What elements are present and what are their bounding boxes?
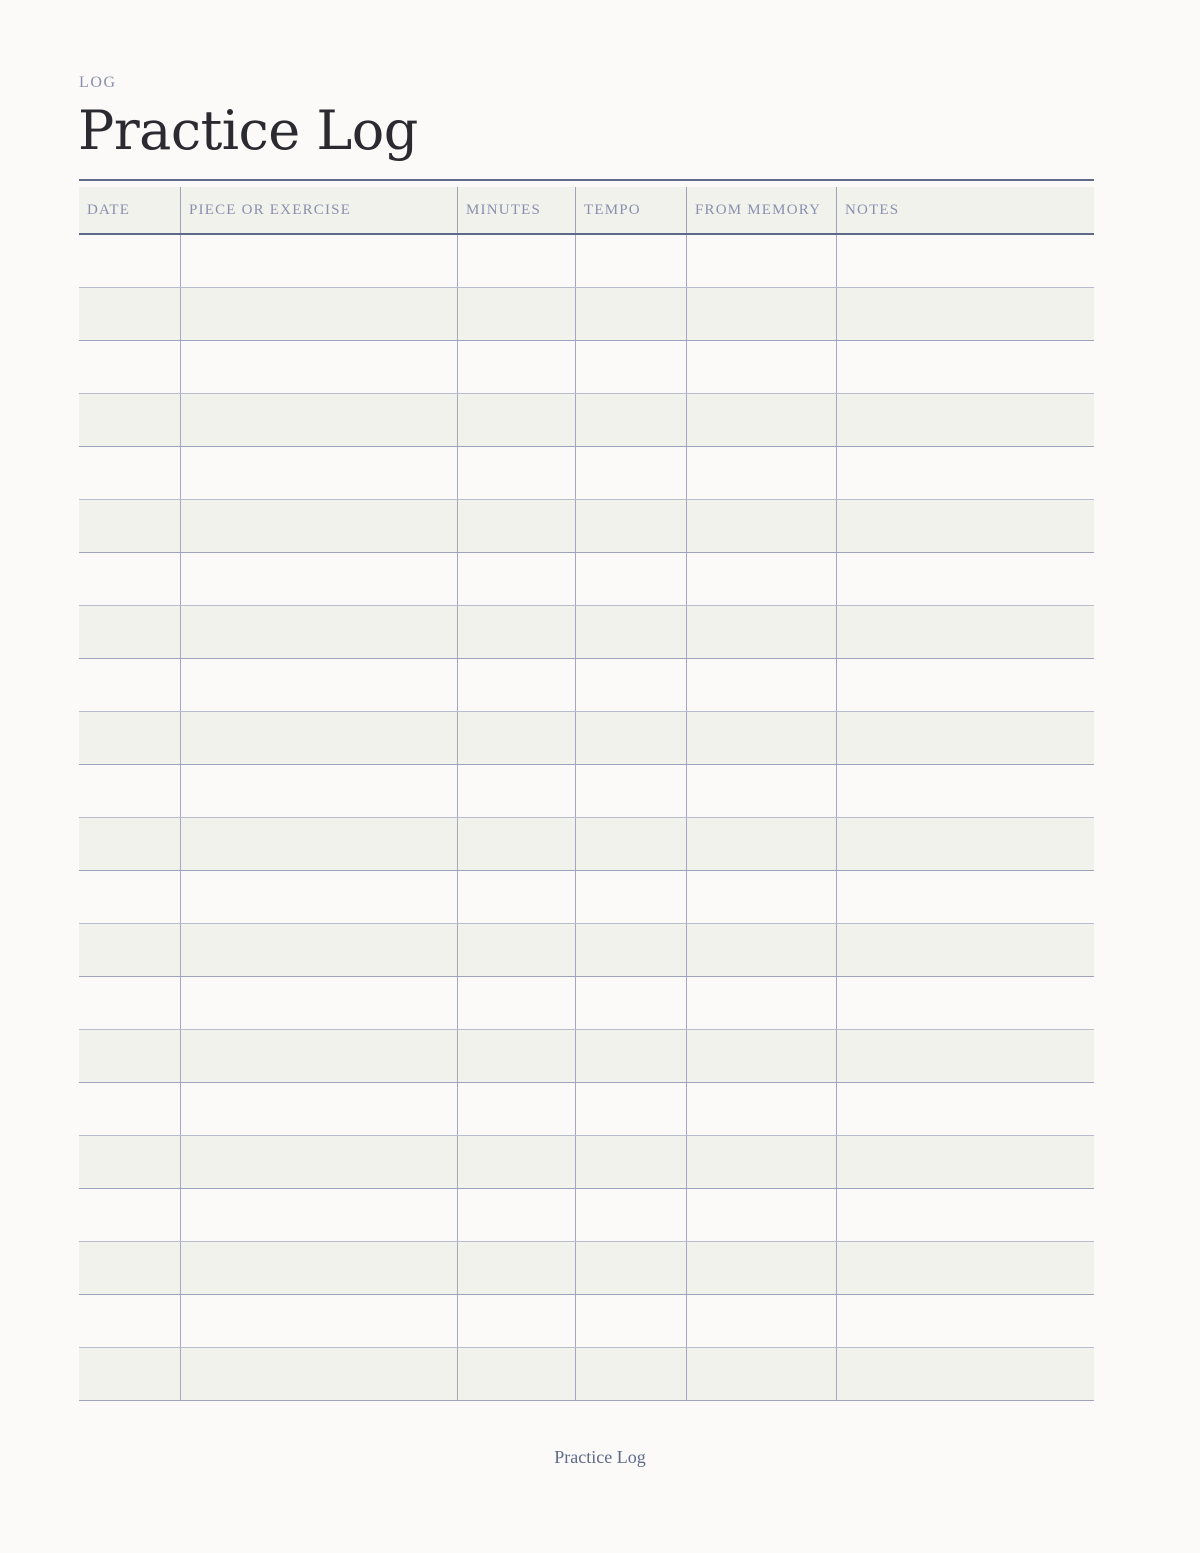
cell-minutes <box>458 1295 576 1347</box>
cell-tempo <box>576 500 687 552</box>
cell-date <box>79 553 181 605</box>
cell-from-memory <box>687 1295 837 1347</box>
cell-notes <box>837 871 1094 923</box>
table-row <box>79 235 1094 288</box>
cell-minutes <box>458 871 576 923</box>
table-header-row <box>79 187 1094 235</box>
cell-tempo <box>576 712 687 764</box>
column-header-from-memory: FROM MEMORY <box>687 187 837 233</box>
cell-notes <box>837 288 1094 340</box>
cell-piece-or-exercise <box>181 500 458 552</box>
cell-date <box>79 235 181 287</box>
cell-minutes <box>458 553 576 605</box>
page-eyebrow: LOG <box>79 74 117 91</box>
table-row <box>79 765 1094 818</box>
table-row <box>79 1348 1094 1401</box>
cell-minutes <box>458 500 576 552</box>
table-row <box>79 553 1094 606</box>
cell-minutes <box>458 447 576 499</box>
cell-notes <box>837 765 1094 817</box>
cell-notes <box>837 818 1094 870</box>
table-body <box>79 235 1094 1401</box>
page-title: Practice Log <box>78 99 418 162</box>
cell-minutes <box>458 341 576 393</box>
cell-piece-or-exercise <box>181 765 458 817</box>
cell-piece-or-exercise <box>181 1242 458 1294</box>
cell-minutes <box>458 924 576 976</box>
cell-tempo <box>576 394 687 446</box>
cell-tempo <box>576 341 687 393</box>
cell-from-memory <box>687 394 837 446</box>
table-row <box>79 1295 1094 1348</box>
cell-date <box>79 924 181 976</box>
cell-minutes <box>458 1242 576 1294</box>
cell-piece-or-exercise <box>181 1295 458 1347</box>
cell-tempo <box>576 924 687 976</box>
cell-date <box>79 394 181 446</box>
cell-minutes <box>458 977 576 1029</box>
cell-date <box>79 765 181 817</box>
cell-from-memory <box>687 341 837 393</box>
cell-tempo <box>576 818 687 870</box>
cell-tempo <box>576 235 687 287</box>
cell-notes <box>837 1295 1094 1347</box>
cell-from-memory <box>687 288 837 340</box>
cell-date <box>79 1083 181 1135</box>
table-row <box>79 1242 1094 1295</box>
practice-log-table <box>79 179 1094 1401</box>
cell-notes <box>837 659 1094 711</box>
cell-piece-or-exercise <box>181 1030 458 1082</box>
cell-from-memory <box>687 659 837 711</box>
cell-notes <box>837 1030 1094 1082</box>
cell-from-memory <box>687 871 837 923</box>
column-header-minutes: MINUTES <box>458 187 576 233</box>
table-row <box>79 712 1094 765</box>
table-row <box>79 394 1094 447</box>
cell-piece-or-exercise <box>181 712 458 764</box>
cell-notes <box>837 447 1094 499</box>
cell-from-memory <box>687 924 837 976</box>
cell-from-memory <box>687 235 837 287</box>
cell-from-memory <box>687 977 837 1029</box>
cell-minutes <box>458 765 576 817</box>
cell-piece-or-exercise <box>181 394 458 446</box>
column-header-notes: NOTES <box>845 202 900 218</box>
cell-notes <box>837 1136 1094 1188</box>
cell-piece-or-exercise <box>181 977 458 1029</box>
cell-piece-or-exercise <box>181 924 458 976</box>
column-header-piece-or-exercise: PIECE OR EXERCISE <box>181 187 458 233</box>
table-row <box>79 977 1094 1030</box>
cell-date <box>79 500 181 552</box>
cell-minutes <box>458 1189 576 1241</box>
cell-minutes <box>458 288 576 340</box>
column-header-date: DATE <box>79 187 181 233</box>
cell-minutes <box>458 394 576 446</box>
table-row <box>79 341 1094 394</box>
cell-date <box>79 818 181 870</box>
cell-piece-or-exercise <box>181 235 458 287</box>
cell-minutes <box>458 659 576 711</box>
cell-date <box>79 606 181 658</box>
cell-tempo <box>576 977 687 1029</box>
cell-minutes <box>458 1083 576 1135</box>
table-row <box>79 1030 1094 1083</box>
cell-minutes <box>458 235 576 287</box>
cell-from-memory <box>687 500 837 552</box>
cell-tempo <box>576 1030 687 1082</box>
cell-from-memory <box>687 1136 837 1188</box>
cell-minutes <box>458 1136 576 1188</box>
table-row <box>79 1083 1094 1136</box>
cell-notes <box>837 235 1094 287</box>
cell-date <box>79 1189 181 1241</box>
cell-tempo <box>576 765 687 817</box>
table-row <box>79 659 1094 712</box>
cell-date <box>79 288 181 340</box>
cell-notes <box>837 606 1094 658</box>
cell-from-memory <box>687 606 837 658</box>
cell-date <box>79 712 181 764</box>
table-row <box>79 1136 1094 1189</box>
cell-piece-or-exercise <box>181 606 458 658</box>
table-row <box>79 288 1094 341</box>
cell-tempo <box>576 659 687 711</box>
cell-piece-or-exercise <box>181 1189 458 1241</box>
cell-tempo <box>576 1189 687 1241</box>
cell-tempo <box>576 1348 687 1400</box>
table-row <box>79 871 1094 924</box>
cell-tempo <box>576 288 687 340</box>
cell-from-memory <box>687 1242 837 1294</box>
cell-notes <box>837 977 1094 1029</box>
page-footer: Practice Log <box>554 1447 646 1467</box>
cell-notes <box>837 712 1094 764</box>
cell-piece-or-exercise <box>181 553 458 605</box>
cell-from-memory <box>687 1083 837 1135</box>
cell-date <box>79 341 181 393</box>
cell-piece-or-exercise <box>181 659 458 711</box>
cell-notes <box>837 341 1094 393</box>
table-row <box>79 818 1094 871</box>
cell-piece-or-exercise <box>181 1348 458 1400</box>
cell-date <box>79 1242 181 1294</box>
cell-minutes <box>458 1348 576 1400</box>
cell-from-memory <box>687 447 837 499</box>
table-row <box>79 606 1094 659</box>
cell-tempo <box>576 447 687 499</box>
cell-minutes <box>458 1030 576 1082</box>
cell-date <box>79 1136 181 1188</box>
cell-notes <box>837 1189 1094 1241</box>
cell-notes <box>837 1348 1094 1400</box>
table-row <box>79 500 1094 553</box>
cell-from-memory <box>687 553 837 605</box>
cell-minutes <box>458 712 576 764</box>
cell-date <box>79 1030 181 1082</box>
cell-date <box>79 1348 181 1400</box>
cell-from-memory <box>687 712 837 764</box>
cell-from-memory <box>687 1189 837 1241</box>
cell-date <box>79 447 181 499</box>
cell-notes <box>837 500 1094 552</box>
cell-piece-or-exercise <box>181 1136 458 1188</box>
cell-tempo <box>576 553 687 605</box>
cell-notes <box>837 924 1094 976</box>
cell-tempo <box>576 606 687 658</box>
cell-tempo <box>576 1242 687 1294</box>
cell-piece-or-exercise <box>181 341 458 393</box>
cell-tempo <box>576 1295 687 1347</box>
cell-tempo <box>576 871 687 923</box>
cell-minutes <box>458 818 576 870</box>
cell-tempo <box>576 1083 687 1135</box>
cell-date <box>79 871 181 923</box>
cell-from-memory <box>687 765 837 817</box>
cell-piece-or-exercise <box>181 447 458 499</box>
cell-piece-or-exercise <box>181 1083 458 1135</box>
table-row <box>79 924 1094 977</box>
cell-tempo <box>576 1136 687 1188</box>
cell-piece-or-exercise <box>181 818 458 870</box>
cell-date <box>79 659 181 711</box>
cell-notes <box>837 1083 1094 1135</box>
cell-date <box>79 977 181 1029</box>
cell-date <box>79 1295 181 1347</box>
cell-from-memory <box>687 1030 837 1082</box>
cell-notes <box>837 394 1094 446</box>
column-header-tempo: TEMPO <box>576 187 687 233</box>
table-row <box>79 447 1094 500</box>
cell-minutes <box>458 606 576 658</box>
cell-notes <box>837 1242 1094 1294</box>
cell-notes <box>837 553 1094 605</box>
cell-piece-or-exercise <box>181 871 458 923</box>
cell-from-memory <box>687 1348 837 1400</box>
cell-from-memory <box>687 818 837 870</box>
table-row <box>79 1189 1094 1242</box>
cell-piece-or-exercise <box>181 288 458 340</box>
